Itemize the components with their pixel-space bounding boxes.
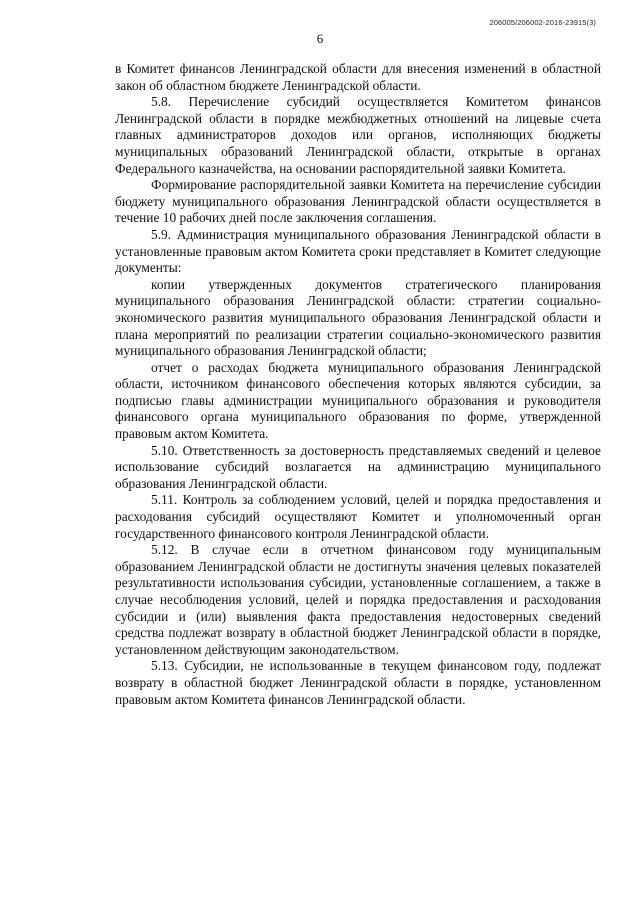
- paragraph-expense-report: отчет о расходах бюджета муниципального образования Ленинградской области, источником финансового обеспечения которых являются субсидии, за подписью главы администрации муниципального образования и руководителя финансового органа муниципального образования по форме, утвержденной правовым актом Комитета.: [115, 359, 601, 442]
- paragraph-request-formation: Формирование распорядительной заявки Комитета на перечисление субсидии бюджету муниципального образования Ленинградской области осуществляется в течение 10 рабочих дней после заключения соглашения.: [115, 177, 601, 226]
- paragraph-5-10: 5.10. Ответственность за достоверность представляемых сведений и целевое использование субсидий возлагается на администрацию муниципального образования Ленинградской области.: [115, 442, 601, 491]
- document-code: 206005/206002-2016-23915(3): [489, 18, 596, 27]
- paragraph-5-11: 5.11. Контроль за соблюдением условий, целей и порядка предоставления и расходования субсидий осуществляют Комитет и уполномоченный орган государственного финансового контроля Ленинградской области.: [115, 492, 601, 541]
- paragraph-strategy-documents: копии утвержденных документов стратегического планирования муниципального образования Ленинградской области: стратегии социально-экономического развития муниципального образования Ленинградской области и плана мероприятий по реализации стратегии социально-экономического развития муниципального образования Ленинградской области;: [115, 276, 601, 359]
- paragraph-5-8: 5.8. Перечисление субсидий осуществляется Комитетом финансов Ленинградской области в порядке межбюджетных отношений на лицевые счета главных администраторов доходов или органов, исполняющих бюджеты муниципальных образований Ленинградской области, открытые в органах Федерального казначейства, на основании распорядительной заявки Комитета.: [115, 94, 601, 176]
- page-number: 6: [316, 31, 324, 46]
- paragraph-continuation: в Комитет финансов Ленинградской области для внесения изменений в областной закон об областном бюджете Ленинградской области.: [115, 61, 601, 93]
- paragraph-5-9: 5.9. Администрация муниципального образования Ленинградской области в установленные правовым актом Комитета сроки представляет в Комитет следующие документы:: [115, 226, 601, 276]
- paragraph-5-13: 5.13. Субсидии, не использованные в текущем финансовом году, подлежат возврату в областной бюджет Ленинградской области в порядке, установленном правовым актом Комитета финансов Ленинградской области.: [115, 658, 601, 707]
- paragraph-5-12: 5.12. В случае если в отчетном финансовом году муниципальным образованием Ленинградской области не достигнуты значения целевых показателей результативности использования субсидии, установленные соглашением, а также в случае несоблюдения условий, целей и порядка предоставления и расходования субсидии и (или) выявления факта предоставления недостоверных сведений средства подлежат возврату в областной бюджет Ленинградской области в порядке, установленном действующим законодательством.: [115, 542, 601, 657]
- document-body: [115, 61, 601, 708]
